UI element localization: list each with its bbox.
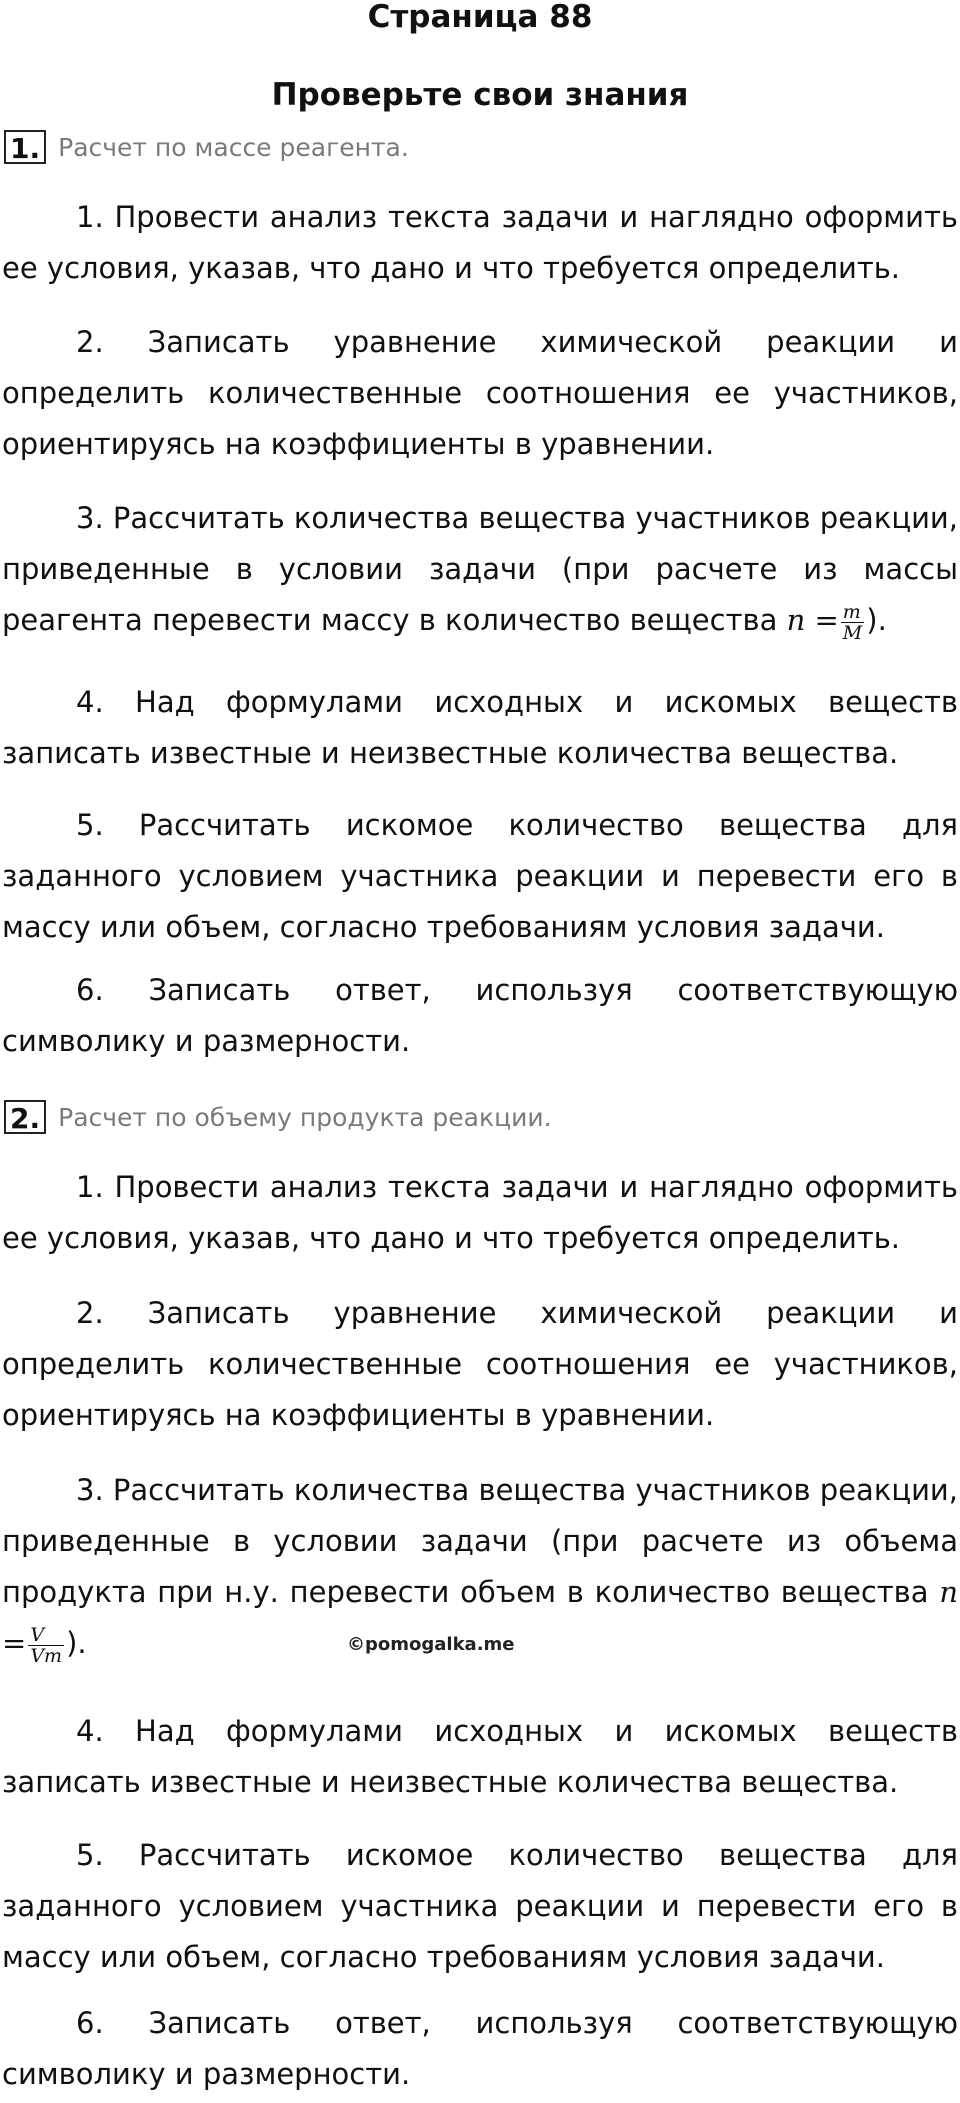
task-2-number: 2. [4,1100,46,1134]
task-1-step-2: 2. Записать уравнение химической реакции и определить количественные соотношения ее участников, ориентируясь на коэффициенты в уравнении. [2,325,958,461]
watermark: ©pomogalka.me [347,1634,515,1655]
task-2-step-5: 5. Рассчитать искомое количество вещества для заданного условием участника реакции и перевести его в массу или объем, согласно требованиям условия задачи. [2,1838,958,1974]
task-1-label: Расчет по массе реагента. [58,132,409,162]
task-2-step-2: 2. Записать уравнение химической реакции и определить количественные соотношения ее участников, ориентируясь на коэффициенты в уравнении. [2,1296,958,1432]
task-2-step-6: 6. Записать ответ, используя соответствующую символику и размерности. [2,2006,958,2091]
task-2-step-4: 4. Над формулами исходных и искомых веществ записать известные и неизвестные количества вещества. [2,1714,958,1799]
task-2-step-3: 3. Рассчитать количества вещества участников реакции, приведенные в условии задачи (при расчете из объема продукта при н.у. перевести объем в количество вещества n = $\frac{V}{Vm}$ ). [2,1473,958,1667]
page-title: Страница 88 [367,0,593,35]
task-1-step-1: 1. Провести анализ текста задачи и наглядно оформить ее условия, указав, что дано и что требуется определить. [2,200,958,285]
task-1-header [4,124,409,170]
task-2-step-1: 1. Провести анализ текста задачи и наглядно оформить ее условия, указав, что дано и что требуется определить. [2,1170,958,1255]
task-2-formula-lhs: n = [2,1575,958,1660]
task-2-header [4,1094,552,1140]
task-1-formula-lhs: n = [786,603,839,637]
task-1-step-3: 3. Рассчитать количества вещества участников реакции, приведенные в условии задачи (при расчете из массы реагента перевести массу в количество вещества n = $\frac{m}{M}$ ). [2,501,958,644]
task-1-step-4: 4. Над формулами исходных и искомых веществ записать известные и неизвестные количества вещества. [2,685,958,770]
task-1-step-5: 5. Рассчитать искомое количество вещества для заданного условием участника реакции и перевести его в массу или объем, согласно требованиям условия задачи. [2,808,958,944]
task-1-number: 1. [4,130,46,164]
page-subtitle: Проверьте свои знания [271,77,689,113]
task-1-formula-fraction: $\frac{m}{M}$ [842,600,863,644]
task-1-step-6: 6. Записать ответ, используя соответствующую символику и размерности. [2,973,958,1058]
task-2-formula-fraction: $\frac{V}{Vm}$ [30,1623,63,1667]
task-2-label: Расчет по объему продукта реакции. [58,1102,552,1132]
